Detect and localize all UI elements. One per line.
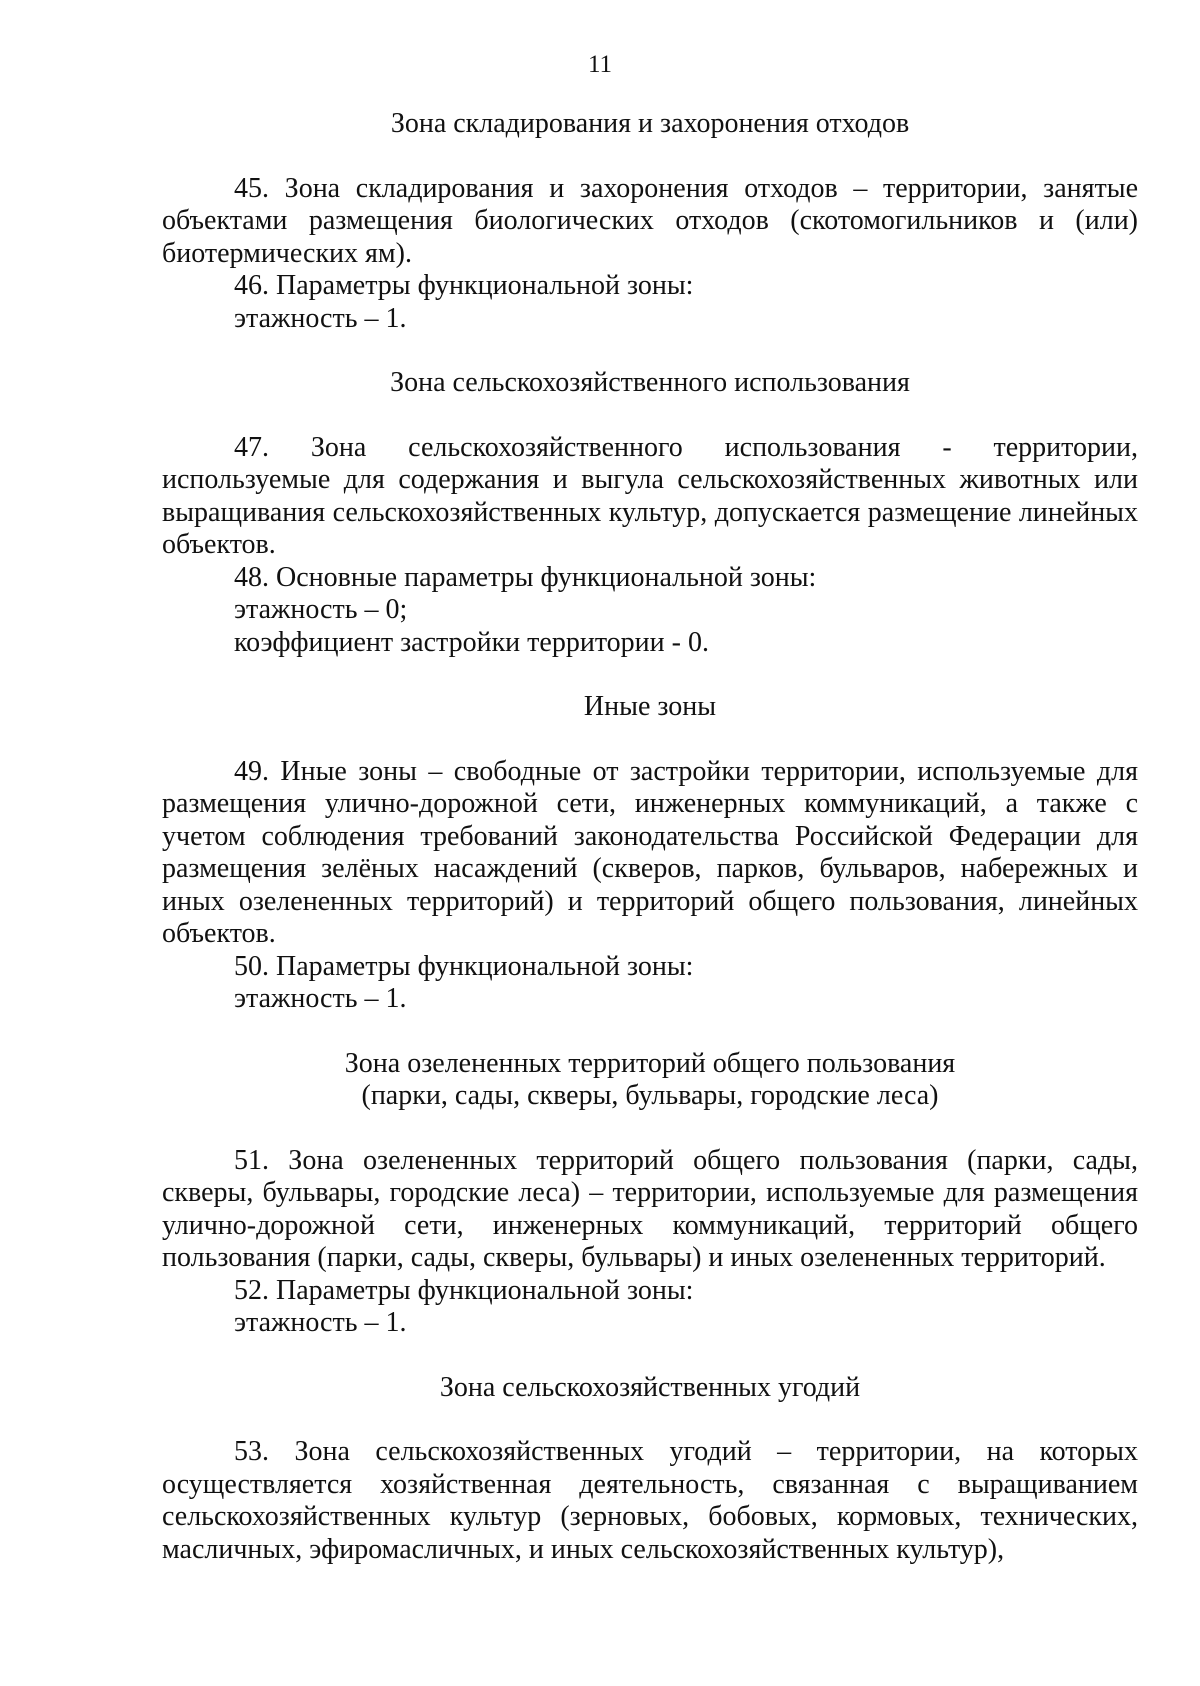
paragraph-48: 48. Основные параметры функциональной зоны: <box>234 561 817 593</box>
paragraph-50: 50. Параметры функциональной зоны: <box>234 950 694 982</box>
paragraph-47: 47. Зона сельскохозяйственного использования - территории, используемые для содержания и выгула сельскохозяйственных животных или выращивания сельскохозяйственных культур, допускается размещение линейных объектов. <box>162 431 1138 560</box>
section-heading-agricultural-land-zone: Зона сельскохозяйственных угодий <box>439 1371 861 1403</box>
section-heading-green-areas-zone <box>162 1048 1138 1113</box>
paragraph-49: 49. Иные зоны – свободные от застройки территории, используемые для размещения улично-дорожной сети, инженерных коммуникаций, а также с учетом соблюдения требований законодательства Российской Федерации для размещения зелёных насаждений (скверов, парков, бульваров, набережных и иных озелененных территорий) и территорий общего пользования, линейных объектов. <box>162 755 1138 949</box>
paragraph-51: 51. Зона озелененных территорий общего пользования (парки, сады, скверы, бульвары, городские леса) – территории, используемые для размещения улично-дорожной сети, инженерных коммуникаций, территорий общего пользования (парки, сады, скверы, бульвары) и иных озелененных территорий. <box>162 1144 1138 1273</box>
section-heading-green-areas-line2: (парки, сады, скверы, бульвары, городские леса) <box>361 1080 939 1111</box>
paragraph-50-floors: этажность – 1. <box>234 983 407 1014</box>
paragraph-53: 53. Зона сельскохозяйственных угодий – территории, на которых осуществляется хозяйственная деятельность, связанная с выращиванием сельскохозяйственных культур (зерновых, бобовых, кормовых, технических, масличных, эфиромасличных, и иных сельскохозяйственных культур), <box>162 1436 1138 1565</box>
paragraph-46: 46. Параметры функциональной зоны: <box>234 270 694 301</box>
section-heading-other-zones: Иные зоны <box>583 691 717 722</box>
document-body <box>162 108 1138 1566</box>
section-heading-waste-zone: Зона складирования и захоронения отходов <box>390 108 910 139</box>
page-number: 11 <box>587 51 613 78</box>
paragraph-48-coefficient: коэффициент застройки территории - 0. <box>234 626 709 658</box>
section-heading-green-areas-line1: Зона озелененных территорий общего пользования <box>344 1047 956 1079</box>
paragraph-48-floors: этажность – 0; <box>234 594 408 625</box>
paragraph-45: 45. Зона складирования и захоронения отходов – территории, занятые объектами размещения биологических отходов (скотомогильников и (или) биотермических ям). <box>162 172 1138 269</box>
section-heading-agricultural-use-zone: Зона сельскохозяйственного использования <box>390 367 910 398</box>
paragraph-52: 52. Параметры функциональной зоны: <box>234 1274 694 1306</box>
paragraph-46-floors: этажность – 1. <box>234 302 407 334</box>
paragraph-52-floors: этажность – 1. <box>234 1307 407 1338</box>
